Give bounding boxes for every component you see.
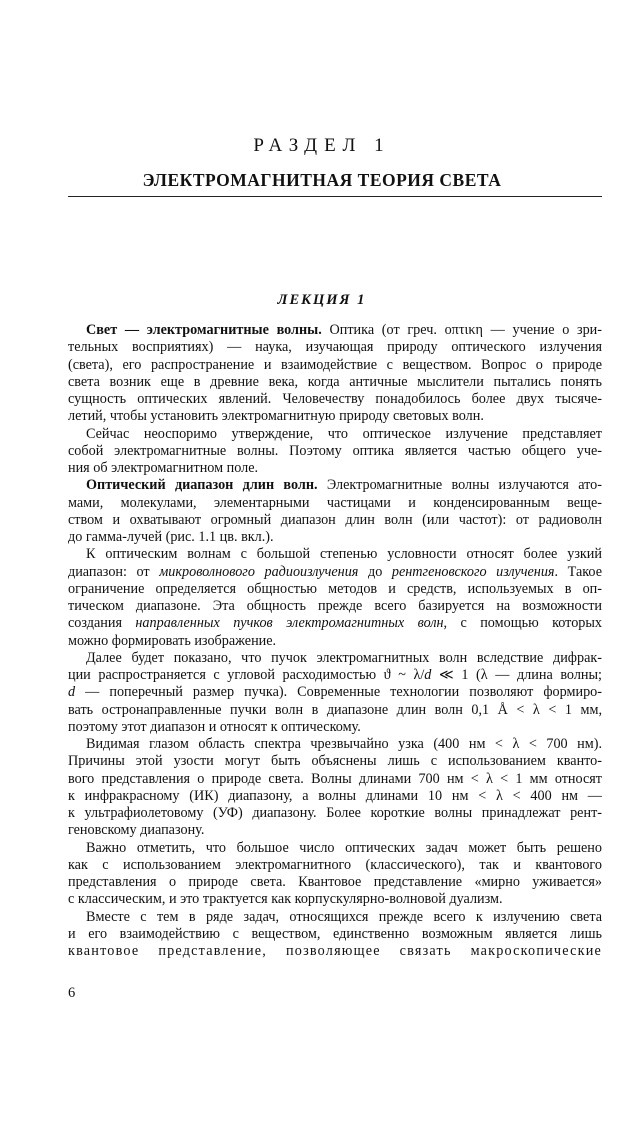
text-line: сущность оптических явлений. Человечеству понадобилось более двух тысяче- bbox=[68, 391, 602, 407]
text-line: представления о природе света. Квантовое представление «мирно уживается» bbox=[68, 874, 602, 890]
header-divider bbox=[68, 196, 602, 197]
italic-term: микроволнового радиоизлучения bbox=[159, 563, 359, 580]
text-line: поэтому этот диапазон и относят к оптическому. bbox=[68, 718, 361, 735]
paragraph-7 bbox=[68, 840, 602, 909]
text-line: d — поперечный размер пучка). Современные технологии позволяют формиро- bbox=[68, 684, 602, 701]
paragraph-2 bbox=[68, 426, 602, 478]
text-line: можно формировать изображение. bbox=[68, 632, 277, 649]
text-line: тельных восприятиях) — наука, изучающая природу оптического излучения bbox=[68, 339, 602, 356]
paragraph-5 bbox=[68, 650, 602, 736]
text-line: геновскому диапазону. bbox=[68, 822, 205, 839]
text-line: создания направленных пучков электромагнитных волн, с помощью которых bbox=[68, 615, 603, 632]
paragraph-heading: Оптический диапазон длин волн. bbox=[86, 477, 318, 494]
text-line: диапазон: от микроволнового радиоизлучения до рентгеновского излучения. Такое bbox=[68, 563, 602, 580]
page-number: 6 bbox=[68, 985, 76, 1001]
text-line: Далее будет показано, что пучок электромагнитных волн вследствие дифрак- bbox=[86, 649, 602, 666]
italic-symbol: d bbox=[68, 684, 76, 701]
text-line: к ультрафиолетовому (УФ) диапазону. Более короткие волны принадлежат рент- bbox=[68, 805, 602, 821]
paragraph-4 bbox=[68, 546, 602, 650]
paragraph-heading: Свет — электромагнитные волны. bbox=[86, 322, 322, 338]
text-line: с классическим, и это трактуется как корпускулярно-волновой дуализм. bbox=[68, 891, 503, 908]
text-line: (света), его распространение и взаимодействие с веществом. Вопрос о природе bbox=[68, 356, 602, 373]
text-line: света возник еще в древние века, когда античные мыслители пытались понять bbox=[68, 373, 602, 390]
text-line: Видимая глазом область спектра чрезвычайно узка (400 нм < λ < 700 нм). bbox=[86, 736, 602, 752]
section-label: РАЗДЕЛ 1 bbox=[253, 135, 391, 156]
text-line: до гамма-лучей (рис. 1.1 цв. вкл.). bbox=[68, 529, 274, 545]
text-line: К оптическим волнам с большой степенью условности относят более узкий bbox=[86, 546, 602, 563]
text-line: Свет — электромагнитные волны. Оптика (от греч. οπτικη — учение о зри- bbox=[86, 322, 602, 338]
paragraph-6 bbox=[68, 736, 602, 840]
text-line: к инфракрасному (ИК) диапазону, а волны длинами 10 нм < λ < 400 нм — bbox=[68, 787, 602, 804]
body-text bbox=[68, 322, 602, 960]
italic-term: направленных пучков электромагнитных волн bbox=[135, 615, 444, 632]
text-line: Причины этой узости могут быть объяснены лишь с использованием кванто- bbox=[68, 753, 602, 770]
text-line: собой электромагнитные волны. Поэтому оптика является частью общего уче- bbox=[68, 442, 602, 459]
text-line: летий, чтобы установить электромагнитную природу световых волн. bbox=[68, 408, 484, 425]
text-line: мами, молекулами, элементарными частицами и конденсированным веще- bbox=[68, 494, 602, 511]
section-title: ЭЛЕКТРОМАГНИТНАЯ ТЕОРИЯ СВЕТА bbox=[142, 170, 502, 190]
italic-term: рентгеновского излучения bbox=[391, 563, 555, 580]
text-line: Вместе с тем в ряде задач, относящихся прежде всего к излучению света bbox=[86, 908, 602, 925]
paragraph-1 bbox=[68, 322, 602, 426]
paragraph-3 bbox=[68, 477, 602, 546]
text-line: Важно отметить, что большое число оптических задач может быть решено bbox=[86, 839, 602, 856]
text-line: ством и охватывают огромный диапазон длин волн (или частот): от радиоволн bbox=[68, 511, 602, 528]
lecture-title: ЛЕКЦИЯ 1 bbox=[277, 292, 367, 308]
text-line: Сейчас неоспоримо утверждение, что оптическое излучение представляет bbox=[86, 425, 602, 442]
text-line: вого представления о природе света. Волны длинами 700 нм < λ < 1 мм относят bbox=[68, 770, 602, 787]
text-line: и его взаимодействию с веществом, единственно возможным является лишь bbox=[68, 925, 602, 942]
text-line: квантовое представление, позволяющее связать макроскопические bbox=[68, 943, 602, 959]
paragraph-8 bbox=[68, 909, 602, 961]
text-line: ния об электромагнитном поле. bbox=[68, 460, 259, 476]
text-line: Оптический диапазон длин волн. Электромагнитные волны излучаются ато- bbox=[86, 477, 602, 494]
text-line: тическом диапазоне. Эта общность прежде всего базируется на возможности bbox=[68, 598, 602, 614]
italic-symbol: d bbox=[424, 667, 432, 683]
text-line: ограничение определяется общностью методов и средств, используемых в оп- bbox=[68, 580, 602, 597]
text-line: вать остронаправленные пучки волн в диапазоне длин волн 0,1 Å < λ < 1 мм, bbox=[68, 701, 602, 718]
text-line: ции распространяется с угловой расходимостью ϑ ~ λ/d ≪ 1 (λ — длина волны; bbox=[68, 667, 602, 683]
text-line: как с использованием электромагнитного (классического), так и квантового bbox=[68, 856, 602, 873]
